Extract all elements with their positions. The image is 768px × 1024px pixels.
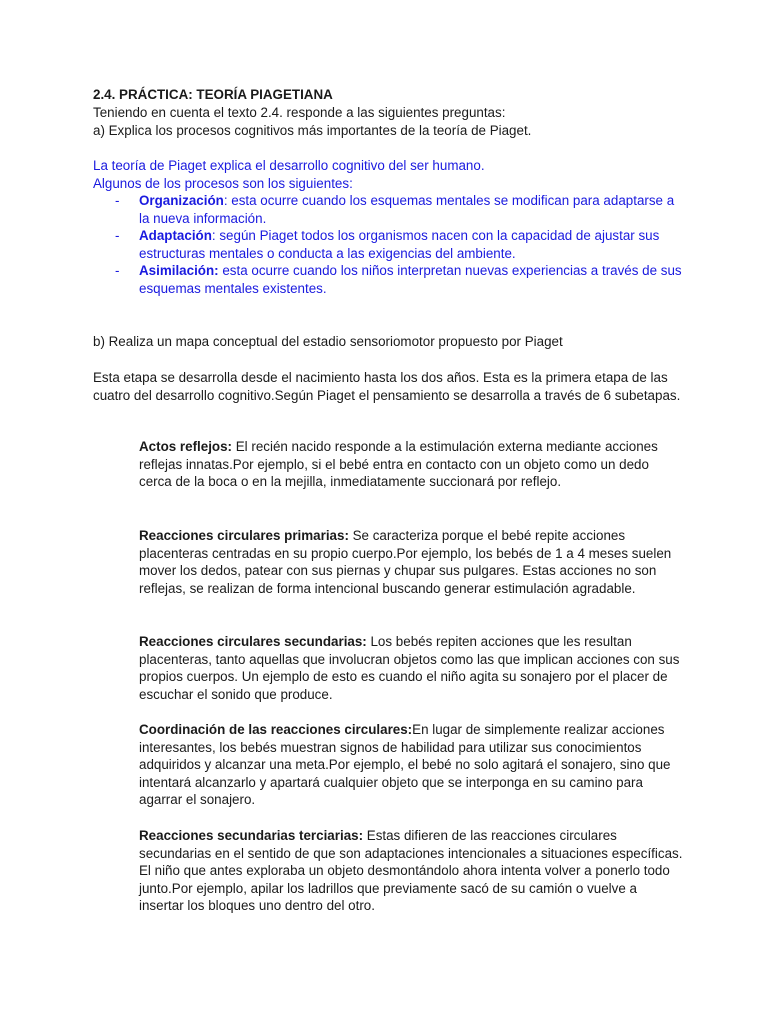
substage-paragraph — [139, 633, 684, 703]
list-item-text — [139, 227, 683, 262]
substage-description: Se caracteriza porque el bebé repite acciones placenteras centradas en su propio cuerpo.Por ejemplo, los bebés de 1 a 4 meses suelen mover los dedos, patear con sus piernas y chupar sus pulgares. Estas acciones no son reflejas, se realizan de forma intencional buscando generar estimulación agradable. — [139, 528, 672, 596]
substage-term: Reacciones secundarias terciarias: — [139, 828, 364, 843]
question-b: b) Realiza un mapa conceptual del estadio sensoriomotor propuesto por Piaget — [93, 334, 563, 349]
list-item — [93, 227, 683, 262]
substage-term: Coordinación de las reacciones circulares: — [139, 722, 413, 737]
process-description: : según Piaget todos los organismos nacen con la capacidad de ajustar sus estructuras mentales o conducta a las exigencias del ambiente. — [139, 228, 660, 261]
substage-term: Reacciones circulares primarias: — [139, 528, 349, 543]
substage-paragraph — [139, 527, 684, 597]
document-title: 2.4. PRÁCTICA: TEORÍA PIAGETIANA — [93, 87, 333, 102]
bullet: - — [115, 228, 120, 244]
substage-paragraph — [139, 438, 684, 491]
process-description: : esta ocurre cuando los esquemas mentales se modifican para adaptarse a la nueva información. — [139, 193, 675, 226]
question-a: a) Explica los procesos cognitivos más importantes de la teoría de Piaget. — [93, 123, 532, 138]
substage-description: El recién nacido responde a la estimulación externa mediante acciones reflejas innatas.Por ejemplo, si el bebé entra en contacto con un objeto como un dedo cerca de la boca o en la mejilla, inmediatamente succionará por reflejo. — [139, 439, 658, 490]
substage-description: Los bebés repiten acciones que les resultan placenteras, tanto aquellas que involucran objetos como las que implican acciones con sus propios cuerpos. Un ejemplo de esto es cuando el niño agita su sonajero por el placer de escuchar el sonido que produce. — [139, 634, 680, 702]
list-item — [93, 192, 683, 227]
bullet: - — [115, 263, 120, 279]
process-list — [93, 192, 683, 298]
process-term: Adaptación — [139, 228, 212, 244]
substage-description: En lugar de simplemente realizar acciones interesantes, los bebés muestran signos de habilidad para utilizar sus conocimientos adquiridos y alcanzar una meta.Por ejemplo, el bebé no solo agitará el sonajero, sino que intentará alcanzarlo y apartará cualquier objeto que se interponga en su camino para agarrar el sonajero. — [139, 722, 671, 808]
list-item-text — [139, 192, 683, 227]
stage-intro: Esta etapa se desarrolla desde el nacimiento hasta los dos años. Esta es la primera etapa de las cuatro del desarrollo cognitivo.Según Piaget el pensamiento se desarrolla a través de 6 subetapas. — [93, 370, 681, 403]
bullet: - — [115, 193, 120, 208]
answer-a-line2: Algunos de los procesos son los siguientes: — [93, 176, 353, 191]
list-item — [93, 262, 683, 297]
list-item-text — [139, 262, 683, 297]
substage-paragraph — [139, 721, 684, 809]
process-term: Asimilación: — [139, 263, 219, 279]
process-term: Organización — [139, 193, 224, 208]
substage-term: Actos reflejos: — [139, 439, 233, 454]
substage-term: Reacciones circulares secundarias: — [139, 634, 367, 649]
substage-paragraph — [139, 827, 684, 915]
intro-text: Teniendo en cuenta el texto 2.4. responde a las siguientes preguntas: — [93, 105, 506, 120]
answer-a-line1: La teoría de Piaget explica el desarrollo cognitivo del ser humano. — [93, 158, 485, 173]
substage-description: Estas difieren de las reacciones circulares secundarias en el sentido de que son adaptaciones intencionales a situaciones específicas. El niño que antes exploraba un objeto desmontándolo ahora intenta volver a ponerlo todo junto.Por ejemplo, apilar los ladrillos que previamente sacó de su camión o vuelve a insertar los bloques uno dentro del otro. — [139, 828, 683, 914]
process-description: esta ocurre cuando los niños interpretan nuevas experiencias a través de sus esquemas mentales existentes. — [139, 263, 682, 296]
